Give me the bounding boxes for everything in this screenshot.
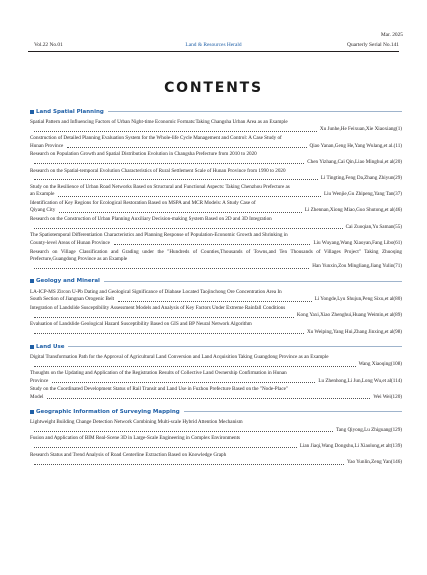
entry-title: Construction of Detailed Planning Evaluation System for the Whole-life Cycle Management and Control: A Case Study of [30,135,282,142]
entry-authors-page: Xu Junhe,He Feixuan,Xie Xiaoxiang(1) [319,126,402,133]
entry-authors-page: Han Yunxin,Zou Mingliang,Jiang Yulin(71) [312,263,402,270]
entry-authors-page: Lu Zhenhong,Li Jun,Long Wu,et al(114) [318,377,402,384]
entry-title-continuation: Model [30,393,44,400]
toc-section [30,407,402,466]
dot-leader [34,431,333,432]
entry-author-line [30,207,402,214]
toc-entry[interactable] [30,184,402,199]
entry-title: Integration of Landslide Susceptibility Assessment Models and Analysis of Key Factors Under Extreme Rainfall Conditions [30,305,286,312]
entry-author-line [30,224,402,231]
entry-authors-page: Wang Xiaoqing(108) [358,361,402,368]
toc-entry[interactable] [30,232,402,247]
volume-label: Vol.22 No.01 [34,42,63,48]
section-header [30,342,402,351]
entry-author-line [30,159,402,166]
entry-author-line [30,191,402,198]
toc-entry[interactable] [30,289,402,304]
entry-title-continuation: Province [30,377,49,384]
dot-leader [34,366,356,367]
section-title: Land Spatial Planning [36,108,104,115]
entry-author-line [30,296,402,303]
entry-author-line [30,329,402,336]
serial-number: Quarterly Serial No.141 [347,42,399,48]
entry-authors-page: Wei Wei(120) [373,393,402,400]
running-header [28,41,399,50]
toc-entry[interactable] [30,168,402,183]
entry-title: Research on the Construction of Urban Planning Auxiliary Decision-making System Based on 2D and 3D Integration [30,216,272,223]
entry-title-continuation: County-level Areas of Hunan Province [30,239,110,246]
entry-authors-page: Chen Yizhang,Cai Qin,Liao Minghui,et al(20) [307,158,402,165]
toc-entry[interactable] [30,354,402,369]
section-divider [68,346,402,347]
entry-authors-page: Li Zhennan,Xiong Miao,Guo Shutong,et al(46) [304,207,402,214]
entry-title: The Spatiotemporal Differentiation Characteristics and Planning Response of Population-Economic Growth and Shrinking in [30,232,288,239]
section-bullet-icon [30,410,34,414]
dot-leader [58,196,321,197]
entry-authors-page: Lian Jiaqi,Wang Dongshu,Li Xiaolong,et alt(139) [299,442,402,449]
entry-title: Thoughts on the Updating and Application of the Registration Results of Collective Land Ownership Confirmation in Hunan [30,370,287,377]
dot-leader [34,317,294,318]
toc-entry[interactable] [30,386,402,401]
entry-title: Fusion and Application of BIM Real-Scene 3D in Large-Scale Engineering in Complex Environments [30,435,241,442]
page-title: CONTENTS [164,80,263,96]
entry-author-line [30,378,402,385]
entry-authors-page: Li Tingting,Feng Da,Zhang Zhiyun(29) [320,175,402,182]
dot-leader [34,464,344,465]
journal-name: Land & Resources Herald [185,42,242,48]
section-bullet-icon [30,279,34,283]
section-bullet-icon [30,345,34,349]
entry-title: Evaluation of Landslide Geological Hazard Susceptibility Based on GIS and BP Neural Network Algorithm [30,321,252,328]
toc-entry[interactable] [30,119,402,134]
toc-entry[interactable] [30,370,402,385]
entry-title-continuation: an Example [30,191,55,198]
toc-entry[interactable] [30,305,402,320]
section-divider [184,411,402,412]
toc-entry[interactable] [30,200,402,215]
entry-title-continuation: Qiyang City [30,207,56,214]
entry-author-line [30,427,402,434]
section-title: Geology and Mineral [36,278,100,285]
table-of-contents [30,107,402,468]
dot-leader [34,447,297,448]
entry-title: Research on Population Growth and Spatial Distribution Evolution in Changsha Prefecture from 2010 to 2020 [30,151,257,158]
entry-title-continuation: South Section of Jiangnan Orogenic Belt [30,296,115,303]
toc-section [30,107,402,271]
section-header [30,107,402,116]
dot-leader [34,333,304,334]
entry-title-continuation: Hunan Province [30,142,64,149]
entry-authors-page: Qiao Yanan,Geng He,Yang Wulang,et al.(11) [309,142,402,149]
toc-entry[interactable] [30,216,402,231]
section-divider [108,111,402,112]
section-bullet-icon [30,110,34,114]
entry-title: Research Status and Trend Analysis of Road Centerline Extraction Based on Knowledge Graph [30,451,227,458]
entry-authors-page: Liu Wuyang,Wang Xiaoyan,Fang Libo(61) [313,239,402,246]
section-divider [104,281,402,282]
dot-leader [34,131,317,132]
dot-leader [114,244,311,245]
toc-entry[interactable] [30,452,402,467]
toc-entry[interactable] [30,135,402,150]
entry-author-line [30,443,402,450]
dot-leader [34,268,309,269]
entry-title: Spatial Pattern and Influencing Factors of Urban Night-time Economic Formats:Taking Changsha Urban Area as an Example [30,119,288,125]
toc-section [30,342,402,401]
dot-leader [47,398,370,399]
entry-author-line [30,459,402,466]
header-divider [28,51,399,52]
entry-title: Research on the Spatial-temporal Evolution Characteristics of Rural Settlement Scale of Hunan Province from 1990 to 2020 [30,167,286,174]
toc-entry[interactable] [30,435,402,450]
entry-authors-page: Cai Zuoqian,Yu Saman(55) [345,223,402,230]
dot-leader [34,228,343,229]
dot-leader [34,179,318,180]
issue-date: Mar. 2025 [380,32,403,38]
entry-author-line [30,394,402,401]
entry-authors-page: Yao Yunlin,Zeng Yan(146) [347,459,402,466]
section-header [30,407,402,416]
section-title: Geographic Information of Surveying Mapping [36,408,180,415]
toc-section [30,277,402,336]
entry-title: Study on the Resilience of Urban Road Networks Based on Structural and Functional Aspects: Taking Chenzhou Prefecture as [30,183,290,190]
entry-authors-page: Kong Yaxi,Xiao Zhenghui,Huang Weimin,et al(89) [296,312,402,319]
entry-title: Lightweight Building Change Detection Network Combining Multi-scale Hybrid Attention Mechanism [30,419,243,426]
dot-leader [59,212,301,213]
dot-leader [52,382,315,383]
entry-title: Digital Transformation Path for the Approval of Agricultural Land Conversion and Land Acquisition Taking Guangdong Province as an Example [30,354,329,361]
toc-entry[interactable] [30,419,402,434]
entry-author-line [30,263,402,270]
entry-author-line [30,175,402,182]
entry-title: Research on Village Classification and Grading under the "Hundreds of Counties,Thousands of Towns,and Ten Thousands of Villages Project" Taking Zhuoqing Prefecture,Guangdong Province as an Example [30,248,402,263]
entry-title: LA-ICP-MS Zircon U-Pb Dating and Geological Significance of Diabase Located Taojinchong Ore Concentration Area In [30,288,282,295]
section-title: Land Use [36,343,65,350]
entry-author-line [30,143,402,150]
entry-authors-page: Tang Qiyong,Lu Zhiguang(129) [335,426,402,433]
toc-entry[interactable] [30,321,402,336]
entry-author-line [30,361,402,368]
section-header [30,277,402,286]
entry-author-line [30,240,402,247]
toc-entry[interactable] [30,151,402,166]
entry-author-line [30,126,402,133]
entry-authors-page: Xu Weiping,Yang Hui,Zhang Jinxing,et al(98) [306,328,402,335]
dot-leader [34,163,304,164]
entry-authors-page: Liu Wenjie,Gu Zhipeng,Yang Tan(37) [323,191,402,198]
entry-authors-page: Li Yongde,Lyu Shujun,Peng Sixu,et al(80) [314,296,402,303]
dot-leader [118,301,312,302]
entry-author-line [30,312,402,319]
dot-leader [67,147,306,148]
entry-title: Identification of Key Regions for Ecological Restoration Based on MSPA and MCR Models: A Study Case of [30,200,256,207]
entry-title: Study on the Coordinated Development Status of Rail Transit and Land Use in Fuzhou Prefecture Based on the "Node-Place" [30,386,289,393]
toc-entry[interactable] [30,249,402,271]
